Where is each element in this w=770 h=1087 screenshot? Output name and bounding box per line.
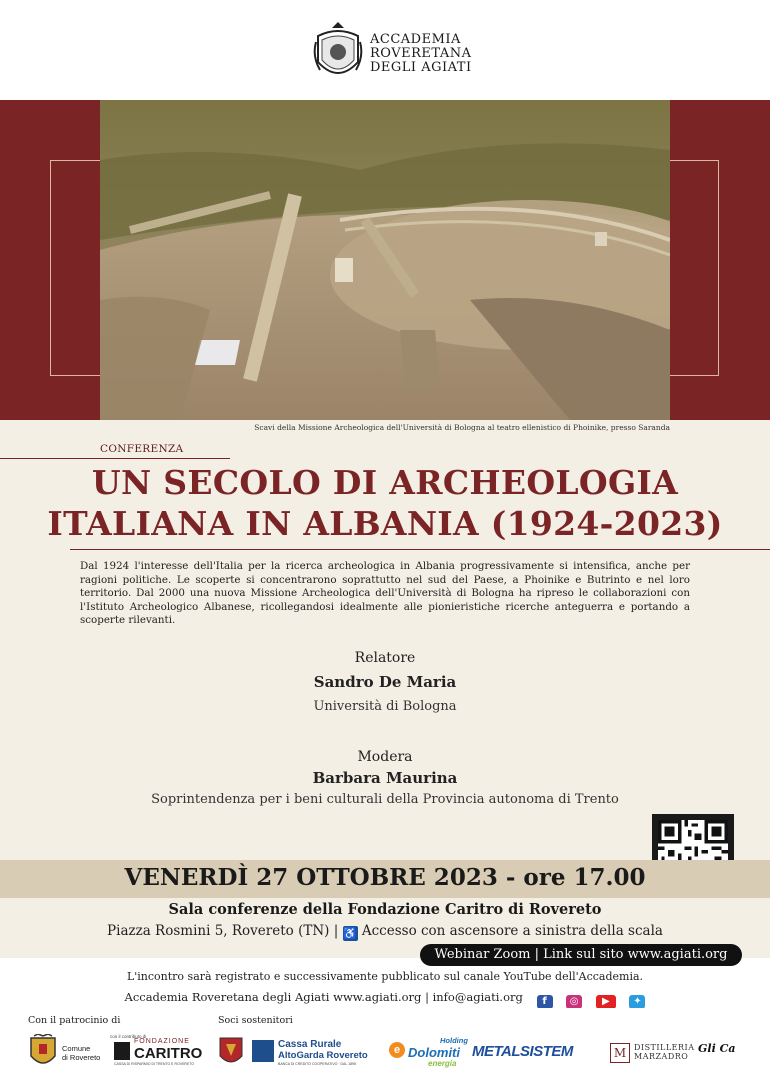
youtube-icon[interactable]: ▶ bbox=[596, 995, 616, 1009]
distilleria-marzadro-logo bbox=[634, 1043, 694, 1061]
cassa-rurale-line2: AltoGarda Rovereto bbox=[278, 1050, 368, 1061]
moderator-label: Modera bbox=[357, 749, 413, 765]
cassa-rurale-line1: Cassa Rurale bbox=[278, 1039, 342, 1050]
event-title-line2: ITALIANA IN ALBANIA (1924-2023) bbox=[47, 504, 723, 543]
webinar-link[interactable]: Webinar Zoom | Link sul sito www.agiati.org bbox=[420, 944, 742, 966]
metalsistem-logo: METALSISTEM bbox=[472, 1043, 573, 1060]
sponsor-label: Soci sostenitori bbox=[218, 1015, 293, 1026]
academy-name-line3: DEGLI AGIATI bbox=[370, 60, 472, 75]
academy-name-line2: ROVERETANA bbox=[370, 46, 472, 61]
comune-rovereto-logo bbox=[62, 1044, 100, 1062]
dolomiti-energia: energia bbox=[428, 1059, 457, 1068]
cassa-rurale-sub: BANCA DI CREDITO COOPERATIVO · DAL 1895 bbox=[278, 1062, 356, 1066]
event-venue: Sala conferenze della Fondazione Caritro di Rovereto bbox=[168, 901, 602, 918]
decorative-frame-right bbox=[670, 160, 719, 376]
title-divider bbox=[70, 549, 770, 550]
comune-line2: di Rovereto bbox=[62, 1053, 101, 1062]
facebook-icon[interactable]: f bbox=[537, 995, 553, 1009]
accessibility-note: Accesso con ascensore a sinistra della scala bbox=[361, 923, 663, 939]
speaker-label: Relatore bbox=[354, 650, 416, 666]
moderator-affiliation: Soprintendenza per i beni culturali della Provincia autonoma di Trento bbox=[151, 792, 619, 807]
contact-row bbox=[0, 990, 770, 1009]
cassa-rurale-mark-icon bbox=[252, 1040, 274, 1062]
event-description: Dal 1924 l'interesse dell'Italia per la ricerca archeologica in Albania progressivamente si intensifica, anche per ragioni politiche. Le scoperte si concentrarono soprattutto nel sud del Paese, a Phoinike e Butrinto e nel loro territorio. Dal 2000 una nuova Missione Archeologica dell'Università di Bologna ha ripreso le collaborazioni con l'Istituto Archeologico Albanese, ricollegandosi idealmente alle pionieristiche ricerche anteguerra e portando a scoperte rilevanti. bbox=[80, 560, 690, 626]
speaker-name: Sandro De Maria bbox=[313, 673, 457, 691]
dolomiti-name: Dolomiti bbox=[408, 1045, 460, 1060]
event-address: Piazza Rosmini 5, Rovereto (TN) | bbox=[107, 923, 339, 939]
event-title-line1: UN SECOLO DI ARCHEOLOGIA bbox=[91, 463, 679, 502]
photo-caption: Scavi della Missione Archeologica dell'Università di Bologna al teatro ellenistico di Phoinike, presso Saranda bbox=[254, 423, 670, 432]
conference-divider bbox=[0, 458, 230, 459]
distilleria-line2: MARZADRO bbox=[634, 1052, 689, 1061]
excavation-photo bbox=[100, 100, 670, 420]
moderator-name: Barbara Maurina bbox=[312, 769, 458, 787]
dolomiti-energia-mark-icon: e bbox=[389, 1042, 405, 1058]
academy-crest-icon bbox=[312, 22, 364, 86]
academy-name bbox=[370, 33, 472, 75]
instagram-icon[interactable]: ◎ bbox=[566, 995, 582, 1009]
distilleria-line1: DISTILLERIA bbox=[634, 1043, 695, 1052]
caritro-top: FONDAZIONE bbox=[134, 1038, 190, 1045]
wheelchair-icon: ♿ bbox=[343, 927, 357, 940]
patron-label: Con il patrocinio di bbox=[28, 1015, 121, 1026]
caritro-mark-icon bbox=[114, 1042, 130, 1060]
speaker-affiliation: Università di Bologna bbox=[313, 699, 457, 714]
glica-logo: Gli Ca bbox=[698, 1042, 736, 1055]
dolomiti-holding: Holding bbox=[440, 1036, 468, 1045]
address-row bbox=[0, 923, 770, 941]
academy-name-line1: ACCADEMIA bbox=[370, 32, 461, 47]
conference-label: CONFERENZA bbox=[100, 443, 184, 455]
caritro-name: CARITRO bbox=[134, 1045, 203, 1062]
comune-line1: Comune bbox=[62, 1044, 91, 1053]
caritro-contribution-note: con il contributo di bbox=[110, 1034, 147, 1039]
decorative-frame-left bbox=[50, 160, 101, 376]
contact-info[interactable]: Accademia Roveretana degli Agiati www.agiati.org | info@agiati.org bbox=[124, 990, 523, 1004]
marzadro-mark-icon: M bbox=[610, 1043, 630, 1063]
sponsor-crest-icon bbox=[218, 1036, 244, 1068]
event-date-time: VENERDÌ 27 OTTOBRE 2023 - ore 17.00 bbox=[124, 864, 646, 891]
comune-rovereto-crest-icon bbox=[28, 1034, 58, 1070]
caritro-sub: CASSA DI RISPARMIO DI TRENTO E ROVERETO bbox=[114, 1062, 195, 1066]
twitter-icon[interactable]: ✦ bbox=[629, 995, 645, 1009]
recording-note: L'incontro sarà registrato e successivamente pubblicato sul canale YouTube dell'Accademia. bbox=[126, 970, 644, 983]
